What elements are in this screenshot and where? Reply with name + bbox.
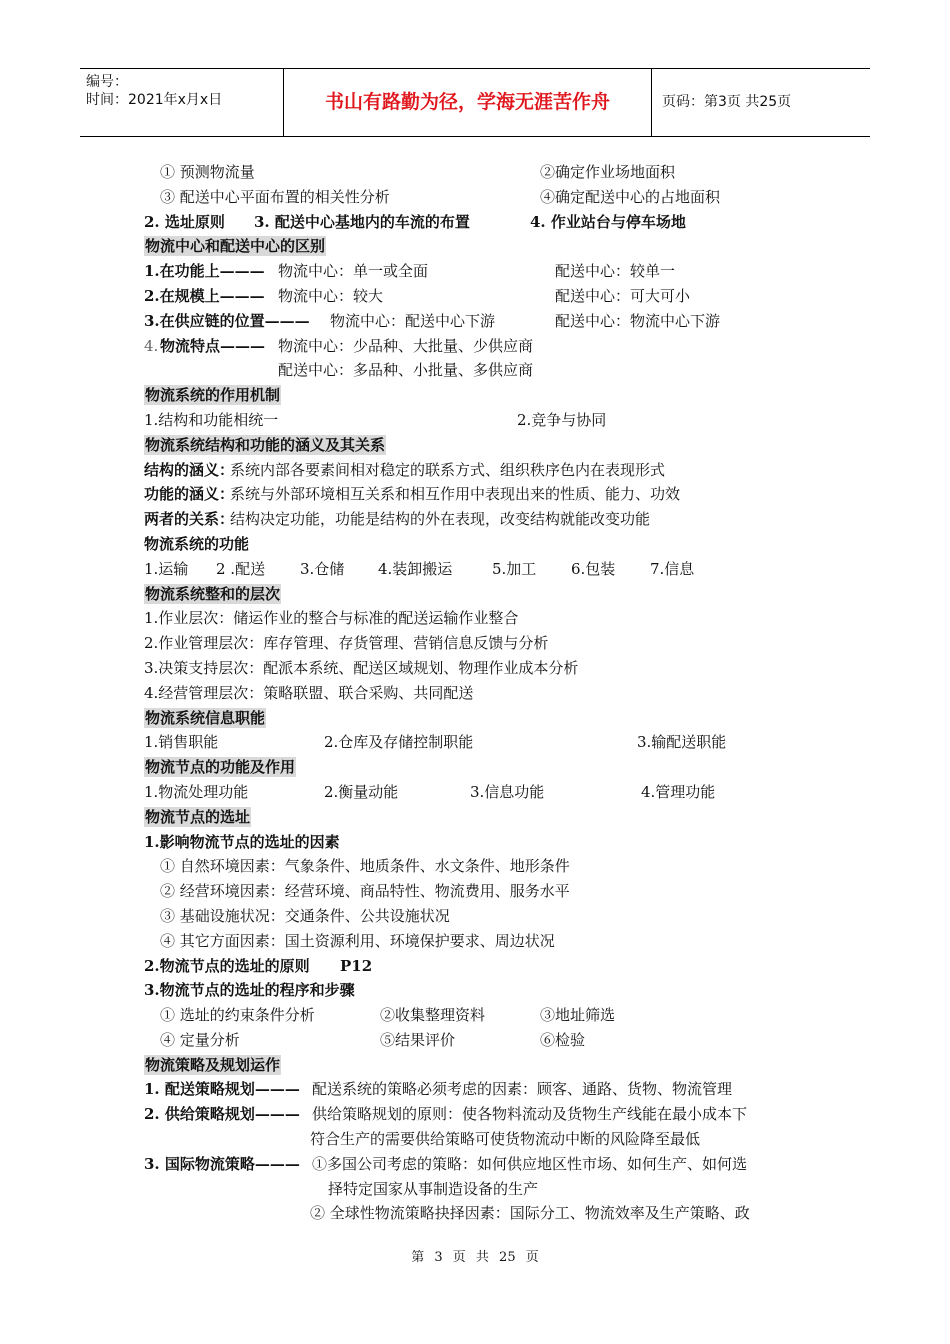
text-segment: 物流中心：少品种、大批量、少供应商: [278, 336, 534, 355]
text-line: [144, 805, 824, 830]
text-segment: 系统与外部环境相互关系和相互作用中表现出来的性质、能力、功效: [230, 485, 681, 504]
text-segment: ④确定配送中心的占地面积: [540, 187, 721, 206]
text-segment: ① 选址的约束条件分析: [160, 1006, 315, 1025]
text-line: [144, 631, 824, 656]
text-segment: 4.装卸搬运: [378, 559, 453, 578]
text-segment: 配送中心：可大可小: [555, 286, 691, 305]
text-segment: 择特定国家从事制造设备的生产: [328, 1179, 539, 1198]
section-heading-text: 物流系统结构和功能的涵义及其关系: [145, 435, 386, 454]
text-line: [144, 706, 824, 731]
text-segment: 功能的涵义：: [144, 485, 235, 504]
text-segment: 3.信息功能: [470, 782, 545, 801]
text-segment: ③ 基础设施状况：交通条件、公共设施状况: [160, 906, 450, 925]
text-line: [144, 681, 824, 706]
text-line: [144, 334, 824, 359]
text-segment: 1.在功能上———: [144, 262, 265, 281]
date-line: 时间：2021年x月x日: [86, 92, 223, 108]
section-heading: [144, 706, 266, 731]
page-footer: 第 3 页 共 25 页: [411, 1250, 539, 1265]
text-segment: 1. 配送策略规划———: [144, 1080, 300, 1099]
text-line: [144, 954, 824, 979]
text-line: [144, 1003, 824, 1028]
text-segment: 1.运输: [144, 559, 189, 578]
text-segment: 配送中心：多品种、小批量、多供应商: [278, 361, 534, 380]
text-line: [144, 532, 824, 557]
text-segment: 4.管理功能: [641, 782, 716, 801]
text-line: [144, 507, 824, 532]
text-line: [144, 1152, 824, 1177]
text-line: [144, 1028, 824, 1053]
text-line: [144, 160, 824, 185]
section-heading: [144, 755, 296, 780]
header-meta-cell: [80, 69, 284, 136]
text-segment: 3. 国际物流策略———: [144, 1154, 300, 1173]
text-segment: 4.经营管理层次：策略联盟、联合采购、共同配送: [144, 683, 474, 702]
text-segment: ④ 其它方面因素：国土资源利用、环境保护要求、周边状况: [160, 931, 555, 950]
text-line: [144, 259, 824, 284]
text-line: [144, 730, 824, 755]
text-line: [144, 1201, 824, 1226]
text-line: [144, 1127, 824, 1152]
text-segment: 5.加工: [492, 559, 537, 578]
text-line: [144, 185, 824, 210]
text-line: [144, 656, 824, 681]
text-segment: 供给策略规划的原则：使各物料流动及货物生产线能在最小成本下: [312, 1105, 748, 1124]
text-segment: 2.物流节点的选址的原则: [144, 956, 310, 975]
document-body: [144, 160, 824, 1226]
text-segment: ⑤结果评价: [380, 1030, 456, 1049]
text-line: [144, 929, 824, 954]
text-segment: ②收集整理资料: [380, 1006, 486, 1025]
text-segment: ③ 配送中心平面布置的相关性分析: [160, 187, 390, 206]
text-line: [144, 755, 824, 780]
text-segment: 2.在规模上———: [144, 286, 265, 305]
text-segment: ① 预测物流量: [160, 163, 255, 181]
text-segment: 6.包装: [571, 559, 616, 578]
section-heading-text: 物流节点的功能及作用: [145, 758, 296, 777]
text-segment: 物流特点———: [160, 336, 266, 355]
text-segment: 物流中心：较大: [278, 286, 384, 305]
text-line: [144, 408, 824, 433]
text-segment: ⑥检验: [540, 1030, 586, 1049]
text-segment: ①多国公司考虑的策略：如何供应地区性市场、如何生产、如何选: [312, 1154, 748, 1173]
text-line: [144, 433, 824, 458]
text-segment: 3.物流节点的选址的程序和步骤: [144, 981, 355, 1000]
text-line: [144, 234, 824, 259]
text-line: [144, 358, 824, 383]
text-segment: ② 全球性物流策略抉择因素：国际分工、物流效率及生产策略、政: [310, 1204, 750, 1223]
text-segment: 系统内部各要素间相对稳定的联系方式、组织秩序色内在表现形式: [230, 460, 666, 479]
header-motto: 书山有路勤为径，学海无涯苦作舟: [284, 69, 652, 136]
text-segment: 3.在供应链的位置———: [144, 311, 310, 330]
text-segment: 3.决策支持层次：配派本系统、配送区域规划、物理作业成本分析: [144, 658, 579, 677]
code-label: 编号：: [86, 74, 128, 90]
text-segment: 配送系统的策略必须考虑的因素：顾客、通路、货物、物流管理: [312, 1080, 733, 1099]
text-segment: ②确定作业场地面积: [540, 163, 676, 181]
text-segment: 3. 配送中心基地内的车流的布置: [254, 212, 470, 231]
text-segment: 结构决定功能，功能是结构的外在表现，改变结构就能改变功能: [230, 510, 651, 529]
text-line: [144, 458, 824, 483]
section-heading-text: 物流系统的作用机制: [145, 386, 281, 405]
text-segment: 1.销售职能: [144, 733, 219, 752]
section-heading-text: 物流中心和配送中心的区别: [145, 237, 326, 256]
text-line: [144, 879, 824, 904]
text-segment: P12: [340, 956, 373, 975]
text-segment: 3.仓储: [300, 559, 345, 578]
text-segment: 2.作业管理层次：库存管理、存货管理、营销信息反馈与分析: [144, 634, 549, 653]
section-heading: [144, 234, 326, 259]
text-line: [144, 904, 824, 929]
section-heading: [144, 582, 281, 607]
text-line: [144, 606, 824, 631]
text-segment: 2. 选址原则: [144, 212, 225, 231]
text-line: [144, 854, 824, 879]
text-segment: 结构的涵义：: [144, 460, 235, 479]
text-segment: 物流中心：配送中心下游: [330, 311, 496, 330]
text-line: [144, 978, 824, 1003]
text-line: [144, 1102, 824, 1127]
text-segment: ③地址筛选: [540, 1006, 616, 1025]
text-segment: 符合生产的需要供给策略可使货物流动中断的风险降至最低: [310, 1130, 701, 1149]
text-segment: 2.衡量动能: [324, 782, 399, 801]
text-segment: 7.信息: [650, 559, 695, 578]
text-segment: 4. 作业站台与停车场地: [530, 212, 686, 231]
text-line: [144, 557, 824, 582]
text-segment: 两者的关系：: [144, 510, 235, 529]
section-heading: [144, 1053, 281, 1078]
text-segment: 2.竞争与协同: [517, 410, 607, 429]
page-header: [80, 68, 870, 137]
text-line: [144, 582, 824, 607]
text-line: [144, 309, 824, 334]
header-page-info: 页码：第3页 共25页: [662, 94, 792, 110]
text-segment: 配送中心：物流中心下游: [555, 311, 721, 330]
section-heading-text: 物流系统信息职能: [145, 708, 266, 727]
text-segment: ④ 定量分析: [160, 1030, 240, 1049]
text-line: [144, 383, 824, 408]
text-segment: 2 .配送: [216, 559, 266, 578]
text-line: [144, 1177, 824, 1202]
text-segment: 物流中心：单一或全面: [278, 262, 429, 281]
text-line: [144, 830, 824, 855]
text-segment: ② 经营环境因素：经营环境、商品特性、物流费用、服务水平: [160, 882, 570, 901]
section-heading: [144, 805, 251, 830]
text-segment: 物流系统的功能: [144, 534, 250, 553]
section-heading: [144, 383, 281, 408]
text-segment: 1.作业层次：储运作业的整合与标准的配送运输作业整合: [144, 609, 519, 628]
text-segment: 1.结构和功能相统一: [144, 410, 279, 429]
text-line: [144, 780, 824, 805]
text-segment: 配送中心：较单一: [555, 262, 676, 281]
text-segment: 2. 供给策略规划———: [144, 1105, 300, 1124]
text-line: [144, 210, 824, 235]
text-segment: 1.影响物流节点的选址的因素: [144, 832, 340, 851]
text-segment: ① 自然环境因素：气象条件、地质条件、水文条件、地形条件: [160, 857, 570, 876]
section-heading-text: 物流策略及规划运作: [145, 1055, 281, 1074]
text-line: [144, 284, 824, 309]
text-line: [144, 482, 824, 507]
text-segment: 4.: [144, 336, 159, 355]
section-heading: [144, 433, 386, 458]
text-segment: 3.输配送职能: [637, 733, 727, 752]
text-line: [144, 1077, 824, 1102]
section-heading-text: 物流节点的选址: [145, 807, 251, 826]
text-line: [144, 1053, 824, 1078]
text-segment: 2.仓库及存储控制职能: [324, 733, 474, 752]
text-segment: 1.物流处理功能: [144, 782, 249, 801]
section-heading-text: 物流系统整和的层次: [145, 584, 281, 603]
